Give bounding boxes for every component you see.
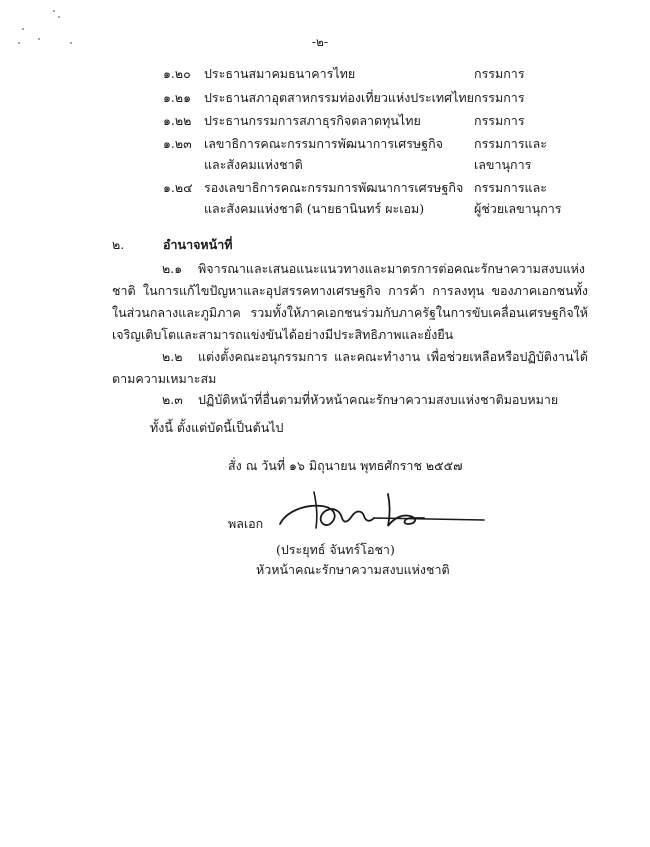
signer-name: (ประยุทธ์ จันทร์โอชา) <box>276 542 395 557</box>
order-date: สั่ง ณ วันที่ ๑๖ มิถุนายน พุทธศักราช ๒๕๕๗ <box>228 458 463 473</box>
document-page: -๒- ๑.๒๐ ประธานสมาคมธนาคารไทย กรรมการ ๑.๒๑ ประธานสภาอุตสาหกรรมท่องเที่ยวแห่งประเทศไทย กรรมการ ๑.๒๒ ประธานกรรมการสภาธุรกิจตลาดทุนไทย กรรมการ ๑.๒๓ เลขาธิการคณะกรรมการพัฒนาการเศรษฐกิจ กรรมการและ และสังคมแห่งชาติ เลขานุการ ๑.๒๔ รองเลขาธิการคณะกรรมการพัฒนาการเศรษฐกิจ กรรมการและ และสังคมแห่งชาติ (นายธานินทร์ ผะเอม) ผู้ช่วยเลขานุการ ๒. อำนาจหน้าที่ ๒.๑ พิจารณาและเสนอแนะแนวทางและมาตรการต่อคณะรักษาความสงบแห่งชาติ ในการแก้ไขปัญหาและอุปสรรคทางเศรษฐกิจ การค้า การลงทุน ของภาคเอกชนทั้งในส่วนกลางและภูมิภาค รวมทั้งให้ภาคเอกชนร่วมกับภาครัฐในการขับเคลื่อนเศรษฐกิจให้เจริญเติบโตและสามารถแข่งขันได้อย่างมีประสิทธิภาพและยั่งยืน ๒.๒ แต่งตั้งคณะอนุกรรมการ และคณะทำงาน เพื่อช่วยเหลือหรือปฏิบัติงานได้ตามความเหมาะสม ๒.๓ ปฏิบัติหน้าที่อื่นตามที่หัวหน้าคณะรักษาความสงบแห่งชาติมอบหมาย ทั้งนี้ ตั้งแต่บัดนี้เป็นต้นไป สั่ง ณ วันที่ ๑๖ มิถุนายน พุทธศักราช ๒๕๕๗ พลเอก (ประยุทธ์ จันทร์โอชา) หัวหน้าคณะรักษาความสงบแห่งชาติ <box>0 0 650 847</box>
page-number: -๒- <box>312 35 329 49</box>
signer-rank: พลเอก <box>228 516 264 531</box>
signature-image <box>278 488 488 538</box>
paragraph-2-3: ๒.๓ ปฏิบัติหน้าที่อื่นตามที่หัวหน้าคณะรักษาความสงบแห่งชาติมอบหมาย <box>162 392 559 407</box>
section-number: ๒. <box>112 237 125 252</box>
section-heading: อำนาจหน้าที่ <box>163 237 233 252</box>
signer-title: หัวหน้าคณะรักษาความสงบแห่งชาติ <box>256 562 450 577</box>
paragraph-2-2: ๒.๒ แต่งตั้งคณะอนุกรรมการ และคณะทำงาน เพื่อช่วยเหลือหรือปฏิบัติงานได้ตามความเหมาะสม <box>112 349 588 386</box>
effective-clause: ทั้งนี้ ตั้งแต่บัดนี้เป็นต้นไป <box>150 420 284 435</box>
paragraph-2-1: ๒.๑ พิจารณาและเสนอแนะแนวทางและมาตรการต่อคณะรักษาความสงบแห่งชาติ ในการแก้ไขปัญหาและอุปสรรคทางเศรษฐกิจ การค้า การลงทุน ของภาคเอกชนทั้งในส่วนกลางและภูมิภาค รวมทั้งให้ภาคเอกชนร่วมกับภาครัฐในการขับเคลื่อนเศรษฐกิจให้เจริญเติบโตและสามารถแข่งขันได้อย่างมีประสิทธิภาพและยั่งยืน <box>112 261 588 342</box>
